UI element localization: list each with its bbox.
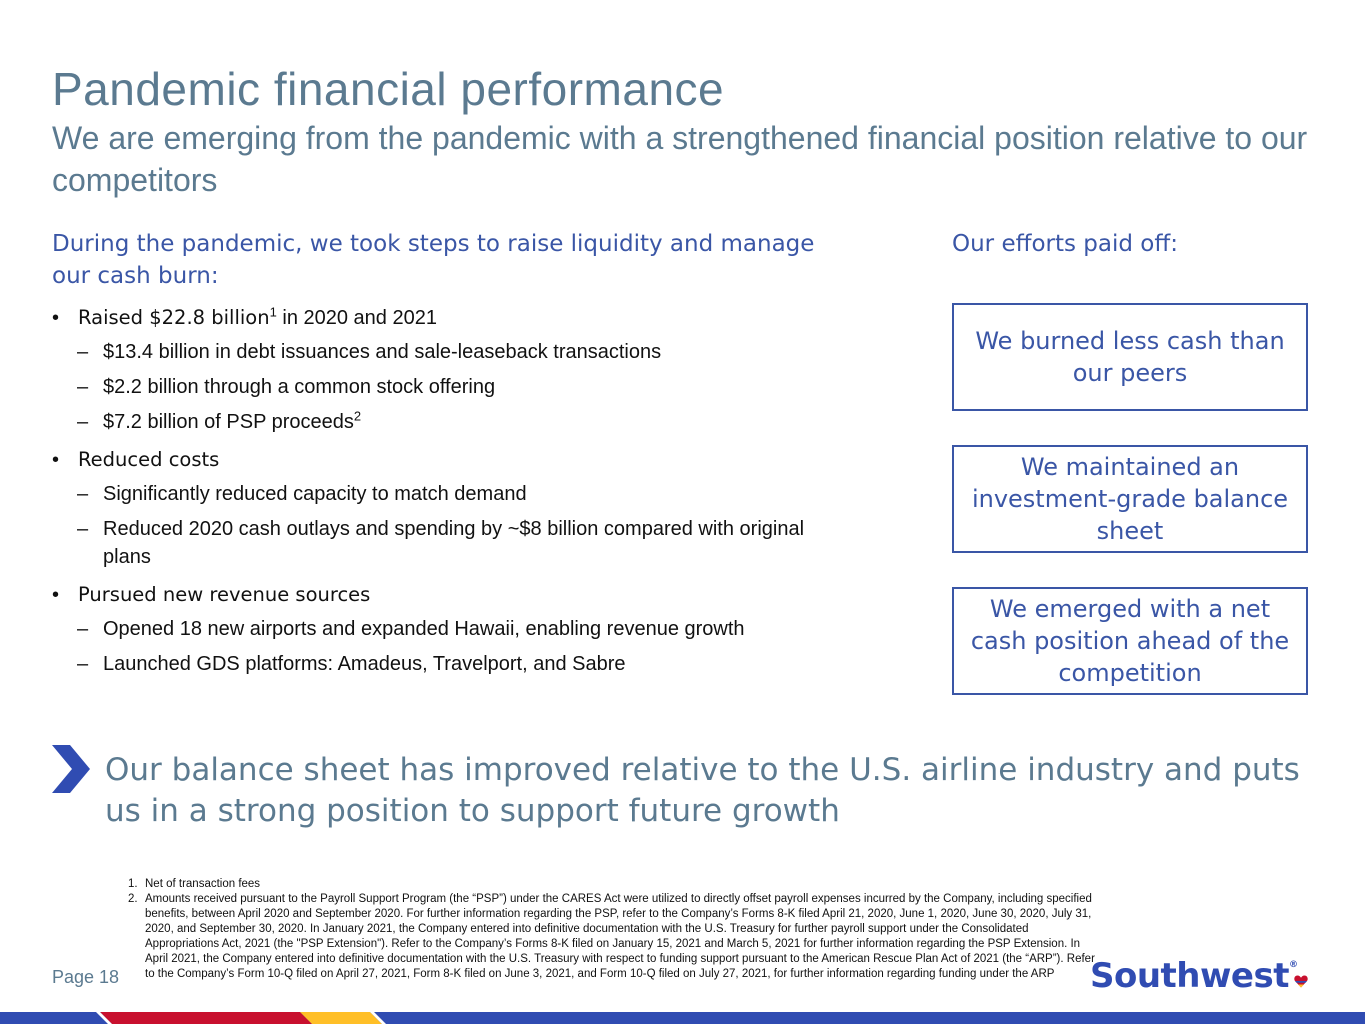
dash-icon: – (77, 341, 89, 363)
footnotes (128, 877, 1098, 982)
sub-bullet-text: Launched GDS platforms: Amadeus, Travelport, and Sabre (103, 653, 626, 675)
right-column-heading: Our efforts paid off: (952, 231, 1178, 257)
bullet-item (52, 304, 852, 332)
bullet-text-suffix: in 2020 and 2021 (276, 307, 437, 329)
dash-icon: – (77, 653, 89, 675)
footnote-ref: 1 (269, 304, 277, 320)
bullet-item (52, 581, 852, 609)
sub-bullet-item (52, 408, 852, 436)
sub-bullet-item (52, 650, 852, 678)
dash-icon: – (77, 376, 89, 398)
page-number: Page 18 (52, 967, 120, 987)
dash-icon: – (77, 618, 89, 640)
bullet-group-costs (52, 446, 852, 571)
bullet-text: Pursued new revenue sources (78, 583, 371, 606)
bullet-group-revenue (52, 581, 852, 678)
slide-title: Pandemic financial performance (52, 63, 725, 115)
heart-icon (1294, 975, 1308, 988)
footnote-item (128, 877, 1098, 892)
result-box-investment-grade: We maintained an investment-grade balance sheet (952, 445, 1308, 553)
bullet-list (52, 304, 852, 688)
sub-bullet-text: Opened 18 new airports and expanded Hawaii, enabling revenue growth (103, 618, 745, 640)
sub-bullet-item (52, 480, 852, 508)
bullet-text: Raised $22.8 billion (78, 306, 270, 329)
key-takeaway-callout: Our balance sheet has improved relative to the U.S. airline industry and puts us in a strong position to support future growth (105, 752, 1300, 829)
dash-icon: – (77, 411, 89, 433)
bullet-group-liquidity (52, 304, 852, 436)
footnote-text: Amounts received pursuant to the Payroll Support Program (the “PSP”) under the CARES Act were utilized to directly offset payroll expenses incurred by the Company, including specified benefits, between April 2020 and September 2020. For further information regarding the PSP, refer to the Company’s Forms 8-K filed April 21, 2020, June 1, 2020, June 30, 2020, July 31, 2020, and September 30, 2020. In January 2021, the Company entered into definitive documentation with the U.S. Treasury for further payroll support under the Consolidated Appropriations Act, 2021 (the "PSP Extension"). Refer to the Company’s Forms 8-K filed on January 15, 2021 and March 5, 2021 for further information regarding the PSP Extension. In April 2021, the Company entered into definitive documentation with the U.S. Treasury with respect to funding support pursuant to the American Rescue Plan Act of 2021 (the “ARP”). Refer to the Company’s Form 10-Q filed on April 27, 2021, Form 8-K filed on June 3, 2021, and Form 10-Q filed on July 27, 2021, for further information regarding funding under the ARP (145, 893, 1095, 980)
bullet-item (52, 446, 852, 474)
registered-mark: ® (1288, 960, 1298, 970)
logo-wordmark: Southwest (1090, 956, 1289, 996)
left-column-heading: During the pandemic, we took steps to raise liquidity and manage our cash burn: (52, 231, 815, 289)
sub-bullet-text: $13.4 billion in debt issuances and sale-leaseback transactions (103, 341, 662, 363)
sub-bullet-text: $2.2 billion through a common stock offering (103, 376, 496, 398)
footnote-text: Net of transaction fees (145, 878, 261, 890)
bullet-text: Reduced costs (78, 448, 220, 471)
brand-stripe (0, 1012, 1365, 1024)
footnote-number: 1. (128, 878, 138, 890)
sub-bullet-item (52, 338, 852, 366)
bullet-icon: • (52, 449, 60, 471)
southwest-logo (1090, 956, 1297, 996)
slide-subtitle: We are emerging from the pandemic with a strengthened financial position relative to our competitors (52, 120, 1308, 198)
sub-bullet-item (52, 373, 852, 401)
bullet-icon: • (52, 307, 60, 329)
result-box-net-cash: We emerged with a net cash position ahead of the competition (952, 587, 1308, 695)
footnote-ref: 2 (353, 408, 362, 424)
footnote-number: 2. (128, 893, 138, 905)
sub-bullet-item (52, 515, 852, 571)
bullet-icon: • (52, 584, 60, 606)
chevron-right-icon (52, 745, 92, 793)
dash-icon: – (77, 518, 89, 540)
sub-bullet-text: Significantly reduced capacity to match demand (103, 483, 527, 505)
sub-bullet-item (52, 615, 852, 643)
sub-bullet-text: Reduced 2020 cash outlays and spending by ~$8 billion compared with original plans (103, 518, 805, 568)
footnote-item (128, 892, 1098, 982)
sub-bullet-text: $7.2 billion of PSP proceeds (103, 411, 354, 433)
result-box-cash-burn: We burned less cash than our peers (952, 303, 1308, 411)
dash-icon: – (77, 483, 89, 505)
